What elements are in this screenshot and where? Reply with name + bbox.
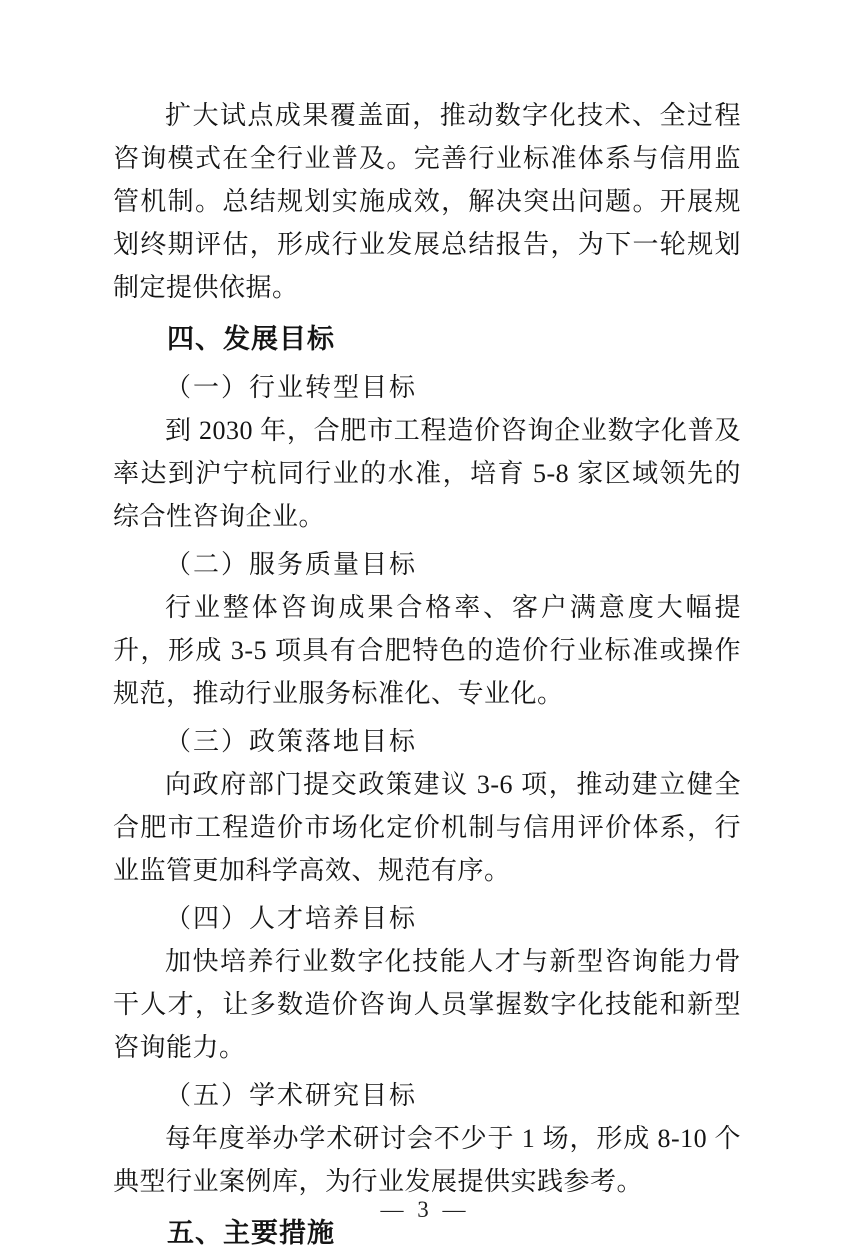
- subheading-policy-implementation-goal: （三）政策落地目标: [165, 727, 418, 756]
- document-content: [113, 94, 741, 1255]
- subheading-academic-research-goal: （五）学术研究目标: [165, 1081, 418, 1110]
- heading-section-5-main-measures: 五、主要措施: [167, 1218, 335, 1248]
- subheading-industry-transformation-goal: （一）行业转型目标: [165, 373, 418, 402]
- heading-section-4-development-goals: 四、发展目标: [167, 324, 335, 354]
- subheading-talent-cultivation-goal: （四）人才培养目标: [165, 904, 418, 933]
- paragraph-academic-research: 每年度举办学术研讨会不少于 1 场，形成 8-10 个典型行业案例库，为行业发展提供实践参考。: [113, 1124, 741, 1196]
- paragraph-plan-implementation: 扩大试点成果覆盖面，推动数字化技术、全过程咨询模式在全行业普及。完善行业标准体系与信用监管机制。总结规划实施成效，解决突出问题。开展规划终期评估，形成行业发展总结报告，为下一轮规划制定提供依据。: [113, 101, 741, 302]
- page-number: — 3 —: [380, 1197, 470, 1222]
- paragraph-service-quality: 行业整体咨询成果合格率、客户满意度大幅提升，形成 3-5 项具有合肥特色的造价行业标准或操作规范，推动行业服务标准化、专业化。: [113, 593, 741, 708]
- subheading-service-quality-goal: （二）服务质量目标: [165, 550, 418, 579]
- paragraph-talent-cultivation: 加快培养行业数字化技能人才与新型咨询能力骨干人才，让多数造价咨询人员掌握数字化技能和新型咨询能力。: [113, 947, 741, 1062]
- paragraph-industry-transformation: 到 2030 年，合肥市工程造价咨询企业数字化普及率达到沪宁杭同行业的水准，培育 5-8 家区域领先的综合性咨询企业。: [113, 416, 741, 531]
- paragraph-policy-implementation: 向政府部门提交政策建议 3-6 项，推动建立健全合肥市工程造价市场化定价机制与信用评价体系，行业监管更加科学高效、规范有序。: [113, 770, 741, 885]
